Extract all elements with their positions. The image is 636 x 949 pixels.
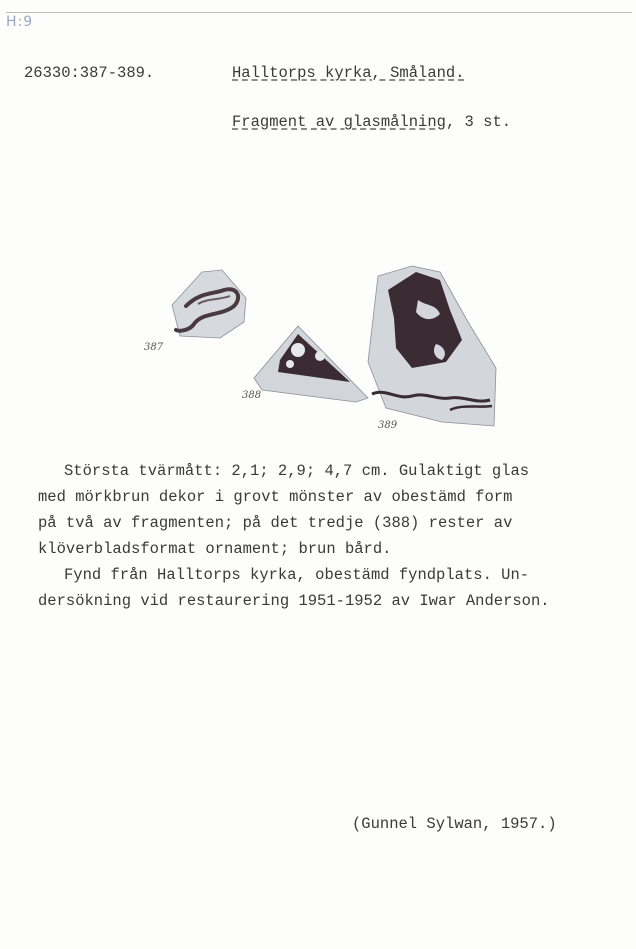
- fragment-389: [368, 266, 496, 426]
- signature: (Gunnel Sylwan, 1957.): [352, 815, 557, 833]
- location-title: Halltorps kyrka, Småland.: [232, 64, 465, 82]
- glass-fragments-illustration: [144, 250, 530, 440]
- catalog-number: 26330:387-389.: [24, 64, 155, 82]
- description-line: klöverbladsformat ornament; brun bård.: [38, 540, 392, 558]
- corner-mark: H:9: [6, 14, 34, 30]
- label-388: 388: [242, 390, 262, 401]
- fragment-387: [172, 270, 246, 338]
- description-line: med mörkbrun dekor i grovt mönster av obestämd form: [38, 488, 513, 506]
- description-line: Fynd från Halltorps kyrka, obestämd fyndplats. Un-: [64, 566, 530, 584]
- description-line: på två av fragmenten; på det tredje (388) rester av: [38, 514, 513, 532]
- description-line: dersökning vid restaurering 1951-1952 av Iwar Anderson.: [38, 592, 550, 610]
- label-387: 387: [144, 342, 164, 353]
- subject-title: Fragment av glasmålning: [232, 113, 446, 131]
- description-line: Största tvärmått: 2,1; 2,9; 4,7 cm. Gulaktigt glas: [64, 462, 530, 480]
- fragment-388: [254, 326, 368, 402]
- fragment-count: , 3 st.: [445, 113, 512, 131]
- label-389: 389: [378, 420, 398, 431]
- subject-line: [232, 111, 511, 133]
- top-rule: [6, 12, 632, 13]
